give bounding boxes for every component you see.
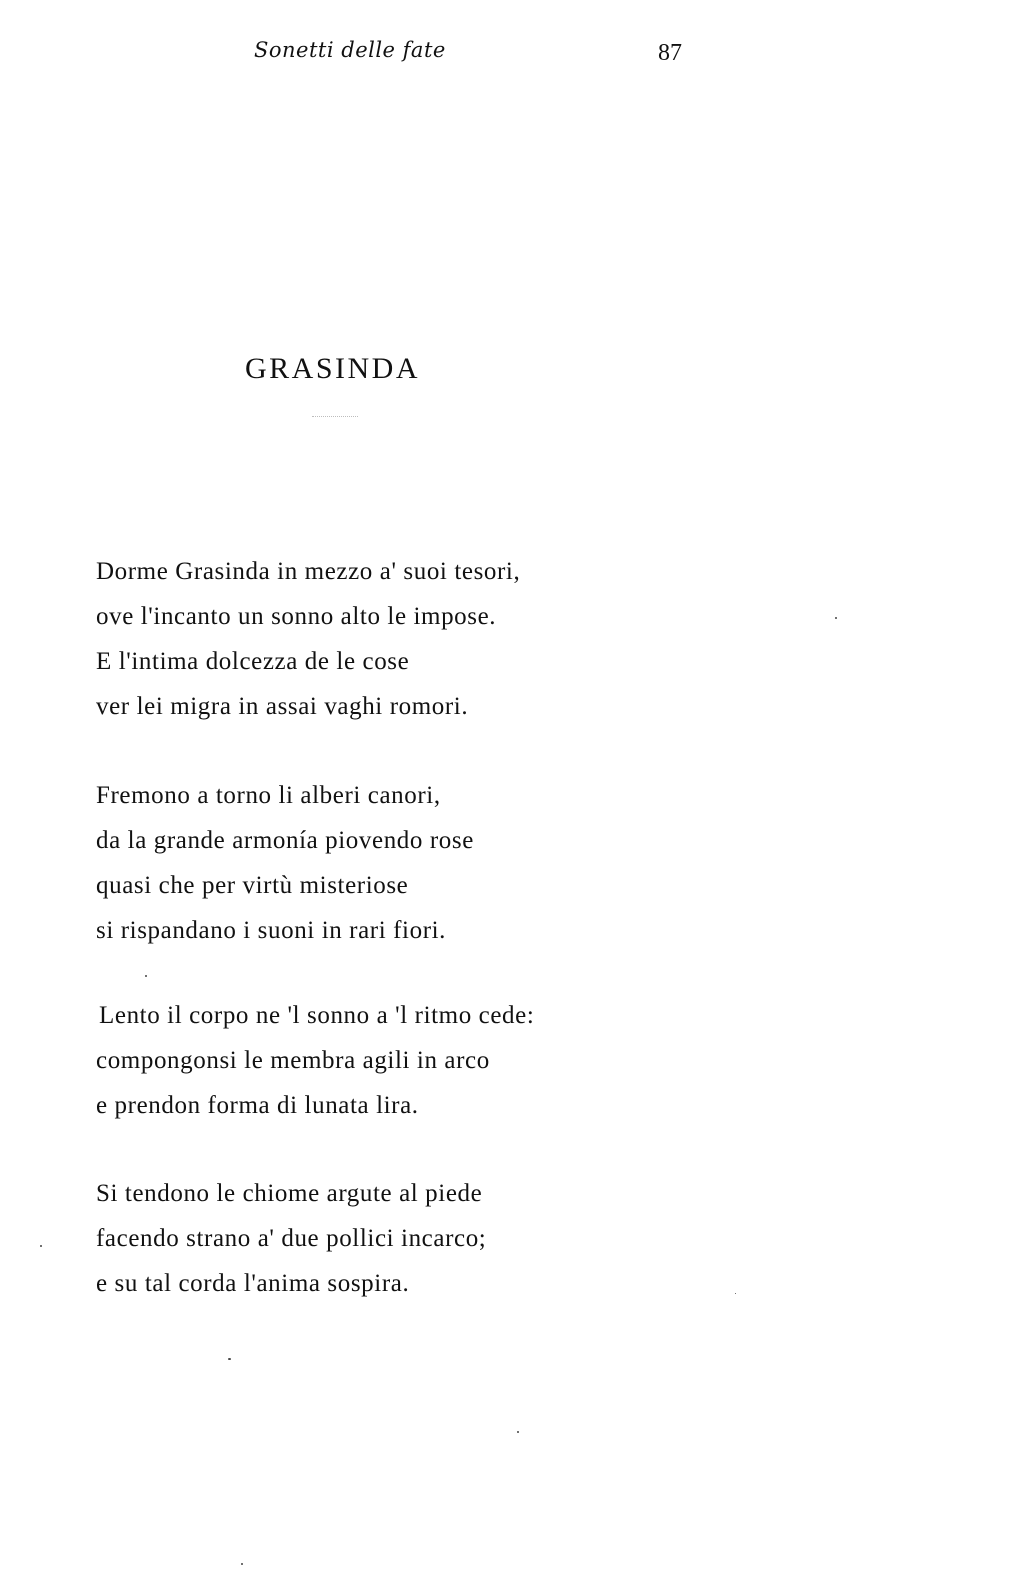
verse-line: facendo strano a' due pollici incarco; [96, 1225, 487, 1252]
scan-speck [835, 617, 837, 619]
stanza-1 [96, 549, 520, 729]
scan-speck [228, 1358, 231, 1360]
scan-speck [40, 1245, 42, 1247]
verse-line: ver lei migra in assai vaghi romori. [96, 693, 469, 720]
verse-line: Dorme Grasinda in mezzo a' suoi tesori, [96, 558, 521, 585]
verse-line: si rispandano i suoni in rari fiori. [96, 917, 447, 944]
verse-line: ove l'incanto un sonno alto le impose. [96, 603, 497, 630]
verse-line: Fremono a torno li alberi canori, [96, 782, 441, 809]
verse-line: e prendon forma di lunata lira. [96, 1092, 419, 1119]
poem-title: GRASINDA [245, 352, 421, 385]
title-ornament [312, 416, 358, 419]
running-head: Sonetti delle fate [254, 38, 446, 62]
verse-line: quasi che per virtù misteriose [96, 872, 409, 899]
verse-line: compongonsi le membra agili in arco [96, 1047, 490, 1074]
scan-speck [145, 975, 147, 977]
verse-line: Lento il corpo ne 'l sonno a 'l ritmo cede: [99, 1002, 535, 1029]
stanza-3 [96, 993, 534, 1128]
stanza-2 [96, 773, 474, 953]
verse-line: Si tendono le chiome argute al piede [96, 1180, 483, 1207]
stanza-4 [96, 1171, 486, 1306]
scan-speck [517, 1431, 519, 1433]
scan-speck [735, 1293, 736, 1294]
verse-line: E l'intima dolcezza de le cose [96, 648, 410, 675]
scan-speck [241, 1563, 243, 1565]
verse-line: e su tal corda l'anima sospira. [96, 1270, 410, 1297]
page-number: 87 [658, 40, 682, 66]
verse-line: da la grande armonía piovendo rose [96, 827, 474, 854]
